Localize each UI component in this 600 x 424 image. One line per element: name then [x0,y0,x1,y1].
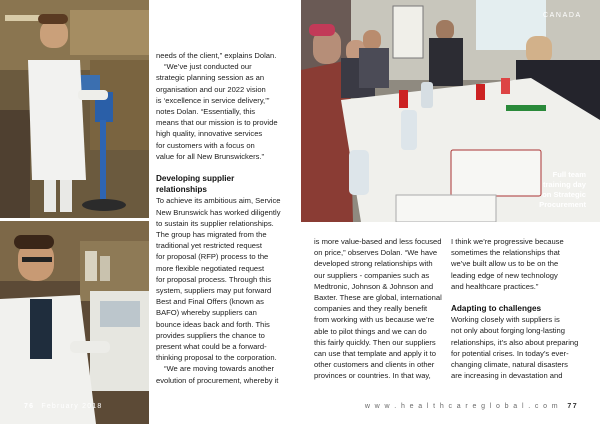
text-line: developed strong relationships with [314,259,433,269]
text-line: needs of the client,” explains Dolan. [156,51,277,60]
text-line: high quality, innovative services [156,129,263,139]
text-line: for proposal process. Through this [156,274,272,284]
text-line: Medtronic, Johnson & Johnson and [314,281,434,291]
section-heading: relationships [156,185,207,195]
text-line: New Brunswick has worked diligently [156,207,281,217]
text-line: means that our mission is to provide [156,118,278,128]
text-line: I think we’re progressive because [451,237,564,246]
text-line: not only about forging long-lasting [451,326,565,336]
text-line: for customers with a focus on [156,140,255,150]
text-line: strategic planning session as an [156,73,265,83]
text-line: Baxter. These are global, international [314,293,442,303]
text-line: organisation and our 2022 vision [156,84,266,94]
footer-left [24,403,102,410]
issue-date: February 2018 [41,403,103,410]
section-heading: Developing supplier [156,174,235,184]
caption-line: on Strategic [542,190,586,199]
caption-line: training day [542,180,586,189]
text-line: To achieve its ambitious aim, Service [156,196,281,206]
text-line: on price,” observes Dolan. “We have [314,248,438,258]
caption-line: Procurement [539,200,586,209]
text-line: traditional yet restricted request [156,241,262,251]
text-line: changing climate, natural disasters [451,360,568,370]
text-line: our suppliers - companies such as [314,270,430,280]
page-number-right: 77 [567,403,578,410]
article-column-1 [156,50,298,386]
text-line: are increasing in devastation and [451,371,563,381]
page-number-left: 76 [24,403,35,410]
text-line: value for all New Brunswickers.” [156,151,265,161]
text-line: system, suppliers may put forward [156,286,272,296]
text-line: BAFO) whereby suppliers can [156,308,257,318]
text-line: and healthcare practices.” [451,281,539,291]
text-line: present what could be a forward- [156,342,267,352]
text-line: for proposal (RFP) process to the [156,252,269,262]
text-line: to sustain its supplier relationships. [156,218,274,228]
article-column-3 [451,236,595,381]
text-line: relationships, it’s also about preparing [451,337,579,347]
text-line: “We are moving towards another [164,364,275,374]
text-line: Best and Final Offers (known as [156,297,264,307]
text-line: we’ve built allow us to be on the [451,259,559,269]
lab-photo-bottom [0,221,149,424]
text-line: The group has migrated from the [156,230,267,240]
article-column-2 [314,236,456,382]
text-line: “We’ve just conducted our [164,62,252,72]
section-heading: Adapting to challenges [451,304,542,314]
text-line: bounce ideas back and forth. This [156,319,270,329]
text-line: thinking proposal to the corporation. [156,353,277,363]
text-line: notes Dolan. “Essentially, this [156,107,256,117]
text-line: is ‘excellence in service delivery,’” [156,95,270,105]
text-line: provinces or countries. In that way, [314,371,431,381]
text-line: able to pilot things and we can do [314,326,427,336]
text-line: sometimes the relationships that [451,248,560,258]
text-line: provides suppliers the chance to [156,330,265,340]
text-line: this fairly quickly. Then our suppliers [314,337,436,347]
text-line: for potential crises. In today’s ever- [451,348,569,358]
text-line: companies and they really benefit [314,304,428,314]
text-line: other customers and clients in other [314,360,435,370]
text-line: more flexible negotiated request [156,263,265,273]
text-line: from working with us because we’re [314,315,435,325]
text-line: can use that template and apply it to [314,349,437,359]
text-line: evolution of procurement, whereby it [156,375,279,385]
text-line: Working closely with suppliers is [451,315,560,325]
photo-caption [506,170,586,210]
lab-photo-top [0,0,149,218]
website-link[interactable]: w w w . h e a l t h c a r e g l o b a l . c o m [364,403,560,410]
section-label: CANADA [543,12,582,19]
text-line: is more value-based and less focused [314,237,442,246]
text-line: leading edge of new technology [451,270,558,280]
footer-right [365,403,578,410]
caption-line: Full team [552,170,586,179]
